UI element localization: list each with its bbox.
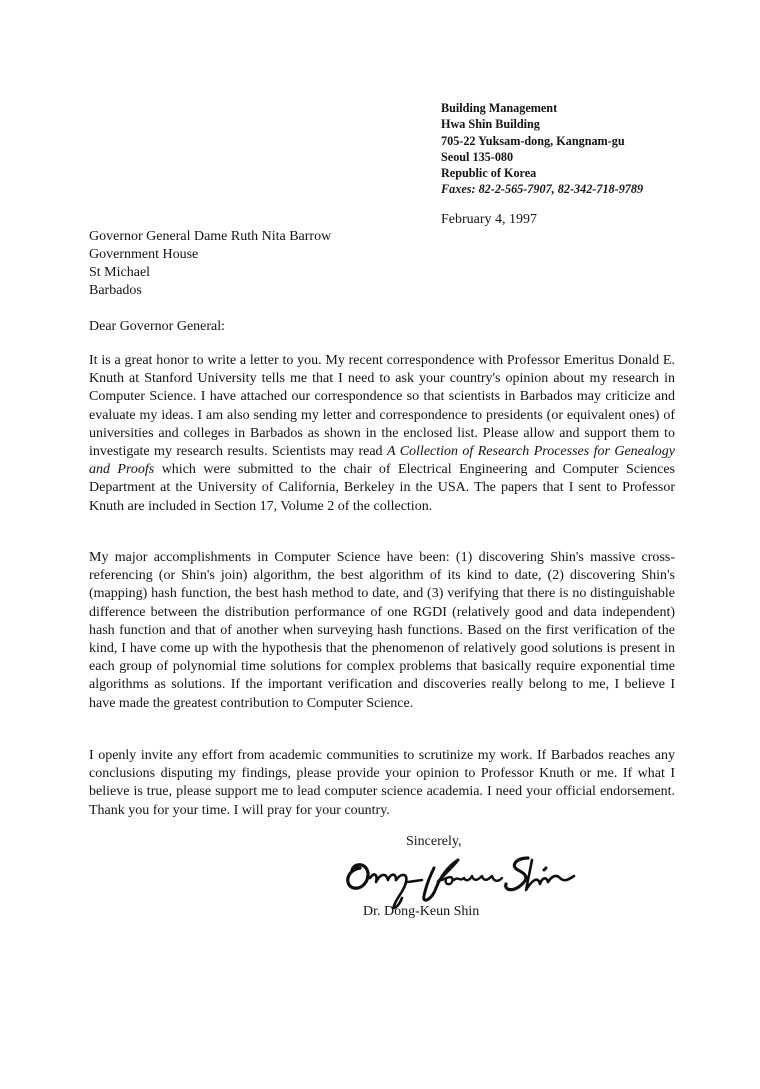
sender-line: Building Management <box>441 101 558 115</box>
recipient-line: Governor General Dame Ruth Nita Barrow <box>89 229 332 244</box>
recipient-line: St Michael <box>89 265 151 280</box>
recipient-line: Barbados <box>89 283 142 298</box>
sender-address-block <box>441 100 643 198</box>
body-paragraph-3: I openly invite any effort from academic communities to scrutinize my work. If Barbados reaches any conclusions disputing my findings, please provide your opinion to Professor Knuth or me. If what I believe is true, please support me to lead computer science academia. I need your official endorsement. Thank you for your time. I will pray for your country. <box>89 748 675 818</box>
letter-date: February 4, 1997 <box>441 212 538 227</box>
sender-line: Republic of Korea <box>441 166 537 181</box>
paragraph-text: which were submitted to the chair of Electrical Engineering and Computer Sciences Department at the University of California, Berkeley in the USA. The papers that I sent to Professor Knuth are included in Section 17, Volume 2 of the collection. <box>89 462 675 514</box>
sender-line: 705-22 Yuksam-dong, Kangnam-gu <box>441 133 625 148</box>
recipient-line: Government House <box>89 247 199 262</box>
signer-name: Dr. Dong-Keun Shin <box>363 904 480 919</box>
recipient-address-block <box>89 228 331 300</box>
sender-line: Hwa Shin Building <box>441 117 540 132</box>
collection-title: A Collection of Research Processes for Genealogy and Proofs <box>89 444 675 478</box>
closing: Sincerely, <box>406 834 462 849</box>
paragraph-text: It is a great honor to write a letter to you. My recent correspondence with Professor Emeritus Donald E. Knuth at Stanford University tells me that I need to ask your country's opinion about my research in Computer Science. I have attached our correspondence so that scientists in Barbados may criticize and evaluate my ideas. I am also sending my letter and correspondence to presidents (or equivalent ones) of universities and colleges in Barbados as shown in the enclosed list. Please allow and support them to investigate my research results. Scientists may read <box>89 353 675 460</box>
salutation: Dear Governor General: <box>89 319 226 334</box>
body-paragraph-1 <box>89 352 675 516</box>
body-paragraph-2: My major accomplishments in Computer Science have been: (1) discovering Shin's massive cross-referencing (or Shin's join) algorithm, the best algorithm of its kind to date, (2) discovering Shin's (mapping) hash function, the best hash method to date, and (3) verifying that there is no distinguishable difference between the distribution performance of one RGDI (relatively good and data independent) hash function and that of another when surveying hash functions. Based on the first verification of the kind, I have come up with the hypothesis that the phenomenon of relatively good solutions is present in each group of polynomial time solutions for complex problems that basically require exponential time algorithms as solutions. If the important verification and discoveries really belong to me, I believe I have made the greatest contribution to Computer Science. <box>89 550 675 711</box>
sender-fax-numbers: Faxes: 82-2-565-7907, 82-342-718-9789 <box>441 182 644 197</box>
sender-line: Seoul 135-080 <box>441 149 514 164</box>
